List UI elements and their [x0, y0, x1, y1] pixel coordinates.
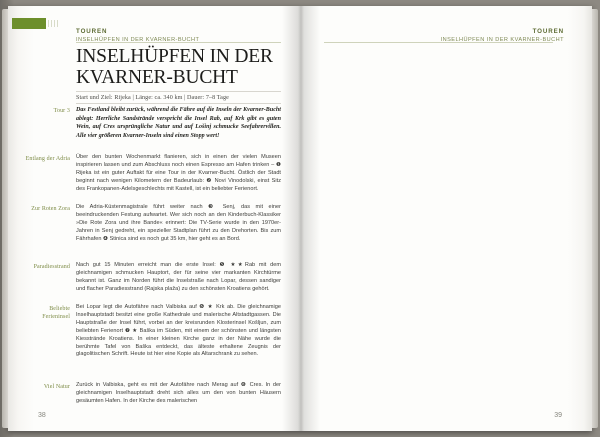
margin-label-entlang-adria: Entlang der Adria — [25, 156, 70, 162]
header-right — [441, 28, 564, 43]
tab-dots-decoration — [48, 20, 58, 27]
header-subtitle: INSELHÜPFEN IN DER KVARNER-BUCHT — [76, 36, 200, 43]
paragraph-entlang-adria: Über den bunten Wochenmarkt flanieren, sich in einen der vielen Museen inspirieren lassen und zum Abschluss noch einen Espresso am Hafen trinken – ❶ Rijeka ist ein guter Auftakt für eine Tour in der Kvarner-Bucht. Östlich der Stadt beginnt nach wenigen Kilometern der Badeurlaub: ❷ Novi Vinodolski, einst Sitz des Frankopanen-Adelsgeschlechts mit Kastell, ist ein beliebter Ferienort. — [76, 154, 281, 192]
margin-label-rote-zora: Zur Roten Zora — [31, 206, 70, 212]
margin-label-tour: Tour 3 — [53, 108, 70, 114]
open-book — [8, 6, 592, 431]
header-subtitle-right: INSELHÜPFEN IN DER KVARNER-BUCHT — [440, 36, 564, 43]
page-number-right: 39 — [554, 412, 562, 419]
green-section-tab — [12, 18, 46, 29]
paragraph-intro: Das Festland bleibt zurück, während die Fähre auf die Inseln der Kvarner-Bucht ablegt: Herrliche Sandstrände verspricht die Insel Rab, auf Krk gibt es guten Wein, auf Cres ursprüngliche Natur und auf Lošinj schmucke Seefahrervillen. Alle vier größeren Kvarner-Inseln sind einen Stopp wert! — [76, 107, 281, 139]
paragraph-viel-natur: Zurück in Valbiska, geht es mit der Autofähre nach Merag auf ❽ Cres. In der gleichnamigen Inselhauptstadt dreht sich alles um den von bunten Häusern gesäumten Hafen. In der Kirche des malerischen — [76, 382, 281, 404]
paragraph-rote-zora: Die Adria-Küstenmagistrale führt weiter nach ❸ Senj, das mit einer beeindruckenden Festung aufwartet. Wer sich noch an den Kinderbuch-Klassiker »Die Rote Zora und ihre Bande« erinnert: Die TV-Serie wurde in den 1970er-Jahren in Senj gedreht, ein spezieller Stadtplan führt zu den Drehorten. Bis zum Fährhafen ❹ Stinica sind es noch gut 35 km, hier geht es an Bord. — [76, 204, 281, 242]
margin-label-paradiesstrand: Paradiesstrand — [33, 264, 70, 270]
page-number-left: 38 — [38, 412, 46, 419]
page-left — [8, 6, 300, 431]
header-left — [76, 28, 199, 43]
header-kicker-right: TOUREN — [532, 28, 564, 35]
paragraph-ferieninsel: Bei Lopar legt die Autofähre nach Valbiska auf ❻ ★ Krk ab. Die gleichnamige Inselhauptstadt besitzt eine große Kathedrale und malerische Altstadtgassen. Die Hauptstraße der Insel führt, vorbei an der kreisrunden Klosterinsel Košljun, zum beliebten Ferienort ❼ ★ Baška im Süden, mit einem der schönsten und längsten Kiesstrände Kroatiens. In einer kleinen Kirche ganz in der Nähe wurde die berühmte Tafel von Baška entdeckt, das älteste erhaltene Zeugnis der glagolitischen Schrift. Heute ist hier eine Kopie als Altarschrank zu sehen. — [76, 304, 281, 358]
header-kicker: TOUREN — [76, 28, 108, 35]
paragraph-paradiesstrand: Nach gut 15 Minuten erreicht man die erste Insel: ❺ ★★Rab mit dem gleichnamigen schmucken Hauptort, der für seine vier markanten Kirchtürme bekannt ist. Ganz im Norden führt die Inselstraße nach Lopar, dessen sandiger und flacher Paradiesstrand (Rajska plaža) zu den schönsten Kroatiens gehört. — [76, 262, 281, 292]
header-rule-right — [324, 42, 553, 43]
page-title: INSELHÜPFEN IN DER KVARNER-BUCHT — [76, 46, 273, 88]
header-rule-left — [76, 42, 281, 43]
tour-facts: Start und Ziel: Rijeka | Länge: ca. 340 km | Dauer: 7–8 Tage — [76, 91, 281, 104]
margin-label-ferieninsel: Beliebte Ferieninsel — [42, 306, 70, 320]
margin-label-viel-natur: Viel Natur — [43, 384, 70, 390]
page-right — [300, 6, 592, 431]
